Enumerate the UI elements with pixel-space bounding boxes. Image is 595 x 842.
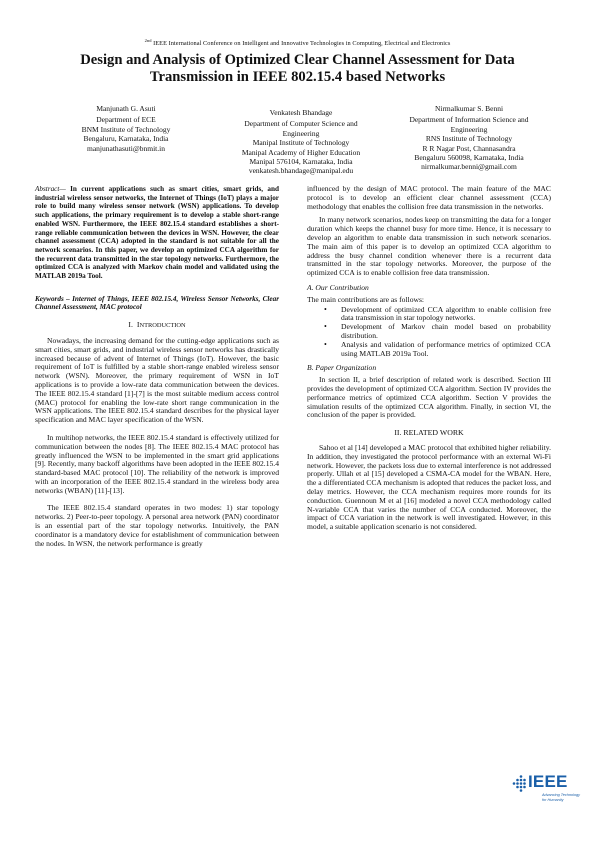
intro-continued-paragraph: influenced by the design of MAC protocol. The main feature of the MAC protocol is to develop an efficient clear channel assessment (CCA) methodology that enables the collision free data transmission in the networks.	[307, 184, 551, 211]
ieee-wordmark: IEEE	[528, 772, 568, 791]
ieee-tagline-line-2: for Humanity	[542, 797, 564, 802]
author-affiliation-line: Department of Information Science and	[409, 115, 529, 125]
section-title-first-letter: I	[136, 320, 140, 330]
subsection-heading-contribution: A. Our Contribution	[307, 282, 369, 292]
list-item: • Development of Markov chain model based on probability distribution.	[341, 323, 551, 341]
conference-name: IEEE International Conference on Intelligent and Innovative Technologies in Computing, Electrical and Electronics	[151, 40, 451, 48]
author-affiliation-line: RNS Institute of Technology	[425, 134, 513, 144]
intro-paragraph-3: The IEEE 802.15.4 standard operates in two modes: 1) star topology networks. 2) Peer-to-peer topology. A personal area network (PAN) coordinator is an essential part of the star topology networks. Intuitively, the PAN coordinator is a mandatory device for establishment of communication between the nodes. In WSN, the network performance is greatly	[35, 503, 279, 548]
intro-paragraph-1: Nowadays, the increasing demand for the cutting-edge applications such as smart cities, smart grids, and industrial wireless sensor networks has drastically increased because of advent of Internet of Things (IoT). However, the basic requirement of IoT is fulfilled by a stable short-range enabled wireless sensor network (WSN). Moreover, the primary requirement of WSN in IoT applications is to provide a low-rate data communication between the devices. The IEEE 802.15.4 standard [1]-[7] is the most suitable medium access control (MAC) protocol for enabling the low-rate short range communication in the WSN applications. The IEEE 802.15.4 standard describes for the physical layer specification and MAC layer specification of the WSN.	[35, 335, 279, 425]
author-affiliation-line: BNM Institute of Technology	[81, 124, 171, 134]
author-affiliation-line: Manipal 576104, Karnataka, India	[249, 157, 353, 167]
author-affiliation-line: Manipal Institute of Technology	[252, 138, 350, 148]
section-heading-related-work: II. RELATED WORK	[394, 428, 464, 438]
organization-paragraph: In section II, a brief description of related work is described. Section III provides the development of optimized CCA algorithm. Section IV provides the performance metrics of optimized CCA algorithm. Section V provides the simulation results of the optimized CCA algorithm. Finally, in section VI, the conclusion of the paper is provided.	[307, 375, 551, 420]
related-work-paragraph: Sahoo et al [14] developed a MAC protocol that exhibited higher reliability. In addition, they investigated the protocol performance with an external Wi-Fi network. However, the packets loss due to external interference is not addressed properly. Ullah et al [15] developed a CSMA-CA model for the WBAN. Here, the a differentiated CCA mechanism is adopted that reduces the packet loss, and delay metrics. However, the CCA mechanism requires more rounds for its conduction. Guennoun M et al [16] modeled a novel CCA methodology called N-variable CCA that varies the number of CCA conducted. Moreover, the impact of CCA variation in the network is well investigated. However, in this model, a suitable application scenario is not considered.	[307, 442, 551, 532]
author-1	[56, 104, 196, 153]
author-affiliation-line: Engineering	[282, 128, 320, 138]
author-name: Venkatesh Bhandage	[269, 108, 333, 117]
title-line-1: Design and Analysis of Optimized Clear Channel Assessment for Data	[80, 52, 515, 68]
keywords: Keywords – Internet of Things, IEEE 802.15.4, Wireless Sensor Networks, Clear Channel Assessment, MAC protocol	[35, 294, 279, 312]
ieee-tagline	[542, 793, 582, 802]
paper-title	[40, 52, 555, 86]
conference-ordinal: 2	[144, 38, 147, 43]
author-email: nirmalkumar.benni@gmail.com	[421, 162, 517, 172]
abstract-lead: Abstract—	[35, 185, 66, 193]
right-column	[307, 185, 551, 537]
author-affiliation-line: Bengaluru 560098, Karnataka, India	[414, 153, 524, 163]
conference-ordinal-suffix: nd	[146, 38, 152, 43]
author-2	[226, 108, 376, 176]
author-3	[394, 104, 544, 172]
intro-paragraph-4: In many network scenarios, nodes keep on transmitting the data for a longer duration which keeps the channel busy for more time. Hence, it is necessary to develop an algorithm to enable data transmission in such network scenarios. The main aim of this paper is to develop an optimized CCA algorithm to address the busy channel condition whenever there is a recurrent data transmitted in the star topology networks. Moreover, the purpose of the optimized CCA is to enable collision free data transmission.	[307, 215, 551, 278]
abstract	[35, 185, 279, 281]
subsection-heading-organization: B. Paper Organization	[307, 363, 377, 373]
conference-header	[0, 38, 595, 47]
author-affiliation-line: R R Nagar Post, Channasandra	[422, 143, 516, 153]
author-email: venkatesh.bhandage@manipal.edu	[248, 166, 354, 176]
section-heading-introduction	[35, 321, 279, 331]
section-title-rest: NTRODUCTION	[139, 322, 186, 330]
ieee-logo	[511, 772, 581, 813]
contribution-intro: The main contributions are as follows:	[307, 294, 425, 304]
author-affiliation-line: Engineering	[450, 124, 488, 134]
author-name: Nirmalkumar S. Benni	[434, 104, 504, 113]
list-item: • Analysis and validation of performance metrics of optimized CCA using MATLAB 2019a Tool.	[341, 341, 551, 359]
intro-paragraph-2: In multihop networks, the IEEE 802.15.4 standard is effectively utilized for communication between the nodes [8]. The IEEE 802.15.4 MAC protocol has greatly influenced the WSN to be implemented in the smart grid applications [9]. Recently, many backoff algorithms have been adopted in the IEEE 802.15.4 standard-based MAC protocol [10]. The reliability of the network is improved with an incorporation of the IEEE 802.15.4 standard in the wireless body area networks (WBAN) [11]-[13].	[35, 432, 279, 495]
author-affiliation-line: Bengaluru, Karnataka, India	[83, 134, 169, 144]
author-affiliation-line: Department of ECE	[96, 115, 156, 125]
section-number: I.	[128, 320, 133, 330]
author-name: Manjunath G. Asuti	[96, 104, 156, 113]
title-line-2: Transmission in IEEE 802.15.4 based Networks	[149, 69, 446, 85]
author-email: manjunathasuti@bnmit.in	[87, 143, 165, 153]
left-column	[35, 185, 279, 553]
abstract-body: In current applications such as smart cities, smart grids, and industrial wireless sensor networks, the Internet of Things (IoT) plays a major role to build many wireless sensor network (WSN) applications. To develop such applications, the primary requirement is to develop a stable short-range enabled WSN. Furthermore, the IEEE 802.15.4 standard establishes a short-range reliable communication between the devices in WSN. However, the clear channel assessment (CCA) adopted in the standard is not suitable for all the network scenarios. In this paper, we develop an optimized CCA algorithm for the recurrent data transmitted in the star topology networks. Furthermore, the optimized CCA is analyzed with Markov chain model and validated using the MATLAB 2019a Tool.	[35, 185, 279, 281]
author-affiliation-line: Department of Computer Science and	[244, 119, 358, 129]
author-affiliation-line: Manipal Academy of Higher Education	[241, 147, 361, 157]
ieee-tagline-line-1: Advancing Technology	[542, 793, 581, 797]
list-item: • Development of optimized CCA algorithm to enable collision free data transmission in star topology networks.	[341, 306, 551, 324]
contribution-list	[307, 306, 551, 359]
